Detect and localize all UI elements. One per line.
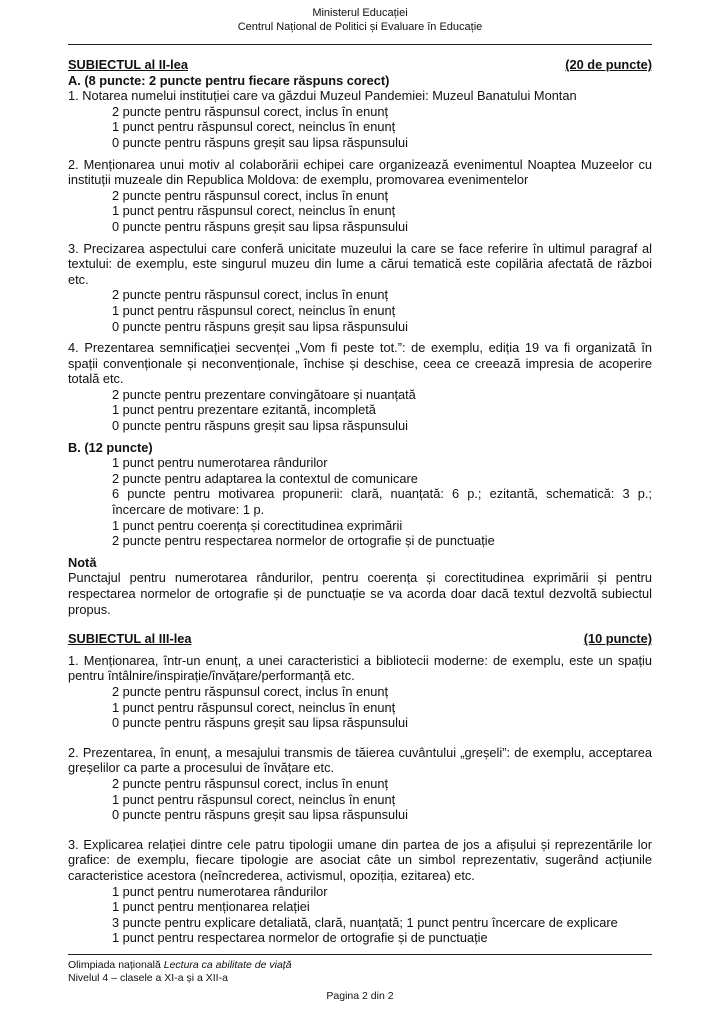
- s3-q3-score-4: 1 punct pentru respectarea normelor de ortografie și de punctuație: [112, 930, 488, 946]
- olympiad-title: Lectura ca abilitate de viață: [163, 959, 292, 971]
- subject-3-title: [68, 631, 652, 647]
- level-info: Nivelul 4 – clasele a XI-a și a XII-a: [68, 971, 228, 984]
- s2-q1-score-3: 0 puncte pentru răspuns greșit sau lipsa răspunsului: [112, 134, 408, 150]
- s3-q1-score-1: 2 puncte pentru răspunsul corect, inclus în enunț: [112, 683, 389, 699]
- part-b-score-5: 2 puncte pentru respectarea normelor de ortografie și de punctuație: [112, 533, 495, 549]
- center-name: Centrul Național de Politici și Evaluare în Educație: [237, 21, 483, 33]
- subject-3-points: (10 puncte): [583, 631, 652, 647]
- s2-q1-score-2: 1 punct pentru răspunsul corect, neinclus în enunț: [112, 119, 396, 135]
- s2-q2: 2. Menționarea unui motiv al colaborării echipei care organizează evenimentul Noaptea Muzeelor cu instituții muzeale din Republica Moldova: de exemplu, promovarea evenimentelor: [68, 156, 652, 188]
- ministry-name: Ministerul Educației: [312, 7, 408, 19]
- olympiad-name: [68, 959, 652, 972]
- s3-q3: 3. Explicarea relației dintre cele patru tipologii umane din partea de jos a afișului și reprezentările lor grafice: de exemplu, fiecare tipologie are asociat câte un simbol reprezentativ, sugerând acțiunile caracteristice acestora (neîncrederea, activismul, opoziția, ezitarea) etc.: [68, 836, 652, 883]
- part-b-score-1: 1 punct pentru numerotarea rândurilor: [112, 455, 328, 471]
- s2-q3: 3. Precizarea aspectului care conferă unicitate muzeului la care se face referire în ultimul paragraf al textului: de exemplu, este singurul muzeu din lume a cărui tematică este copilăria afectată de război etc.: [68, 240, 652, 287]
- s2-q3-score-2: 1 punct pentru răspunsul corect, neinclus în enunț: [112, 302, 396, 318]
- s2-q3-score-3: 0 puncte pentru răspuns greșit sau lipsa răspunsului: [112, 318, 408, 334]
- s3-q1-score-2: 1 punct pentru răspunsul corect, neinclus în enunț: [112, 699, 396, 715]
- page-header: [68, 0, 652, 44]
- s3-q1-score-3: 0 puncte pentru răspuns greșit sau lipsa răspunsului: [112, 715, 408, 731]
- olympiad-prefix: Olimpiada națională: [68, 959, 164, 971]
- subject-3-label: SUBIECTUL al III-lea: [68, 631, 192, 647]
- note-text: Punctajul pentru numerotarea rândurilor, pentru coerența și corectitudinea exprimării și pentru respectarea normelor de ortografie și de punctuație se va acorda doar dacă textul dezvoltă subiectul propus.: [68, 570, 652, 617]
- s3-q3-score-1: 1 punct pentru numerotarea rândurilor: [112, 883, 328, 899]
- note-title: Notă: [68, 554, 97, 570]
- s3-q2-score-2: 1 punct pentru răspunsul corect, neinclus în enunț: [112, 791, 396, 807]
- s3-q2-score-3: 0 puncte pentru răspuns greșit sau lipsa răspunsului: [112, 807, 408, 823]
- s3-q2: 2. Prezentarea, în enunț, a mesajului transmis de tăierea cuvântului „greșeli”: de exemplu, acceptarea greșelilor ca parte a procesului de învățare etc.: [68, 744, 652, 776]
- s2-q3-score-1: 2 puncte pentru răspunsul corect, inclus în enunț: [112, 287, 389, 303]
- s3-q3-score-3: 3 puncte pentru explicare detaliată, clară, nuanțată; 1 punct pentru încercare de explicare: [112, 914, 618, 930]
- s2-q4-score-3: 0 puncte pentru răspuns greșit sau lipsa răspunsului: [112, 418, 408, 434]
- s2-q2-score-2: 1 punct pentru răspunsul corect, neinclus în enunț: [112, 203, 396, 219]
- s2-q2-score-3: 0 puncte pentru răspuns greșit sau lipsa răspunsului: [112, 218, 408, 234]
- part-b-title: B. (12 puncte): [68, 439, 153, 455]
- page-body: [68, 0, 652, 946]
- subject-2-label: SUBIECTUL al II-lea: [68, 57, 188, 72]
- subject-2-points: (20 de puncte): [565, 57, 652, 72]
- s2-q2-score-1: 2 puncte pentru răspunsul corect, inclus în enunț: [112, 187, 389, 203]
- page-number: Pagina 2 din 2: [326, 990, 394, 1002]
- subject-2-title: [68, 57, 652, 73]
- s3-q2-score-1: 2 puncte pentru răspunsul corect, inclus în enunț: [112, 775, 389, 791]
- s2-q1-score-1: 2 puncte pentru răspunsul corect, inclus în enunț: [112, 103, 389, 119]
- part-a-title: A. (8 puncte: 2 puncte pentru fiecare răspuns corect): [68, 72, 390, 88]
- s2-q1: 1. Notarea numelui instituției care va găzdui Muzeul Pandemiei: Muzeul Banatului Montan: [68, 88, 577, 104]
- s2-q4-score-2: 1 punct pentru prezentare ezitantă, incompletă: [112, 402, 376, 418]
- part-b-score-2: 2 puncte pentru adaptarea la contextul de comunicare: [112, 470, 418, 486]
- header-rule: [68, 44, 652, 45]
- part-b-score-3: 6 puncte pentru motivarea propunerii: clară, nuanțată: 6 p.; ezitantă, schematică: 3 p.; încercare de motivare: 1 p.: [112, 486, 652, 518]
- part-b-score-4: 1 punct pentru coerența și corectitudinea exprimării: [112, 517, 403, 533]
- s2-q4: 4. Prezentarea semnificației secvenței „Vom fi peste tot.”: de exemplu, ediția 19 va fi organizată în spații convenționale și neconvenționale, închise și deschise, ceea ce creează impresia de acoperire totală etc.: [68, 340, 652, 387]
- s3-q1: 1. Menționarea, într-un enunț, a unei caracteristici a bibliotecii moderne: de exemplu, este un spațiu pentru întâlnire/inspirație/învățare/performanță etc.: [68, 652, 652, 684]
- s3-q3-score-2: 1 punct pentru menționarea relației: [112, 899, 310, 915]
- page-footer: [68, 954, 652, 1003]
- s2-q4-score-1: 2 puncte pentru prezentare convingătoare și nuanțată: [112, 386, 416, 402]
